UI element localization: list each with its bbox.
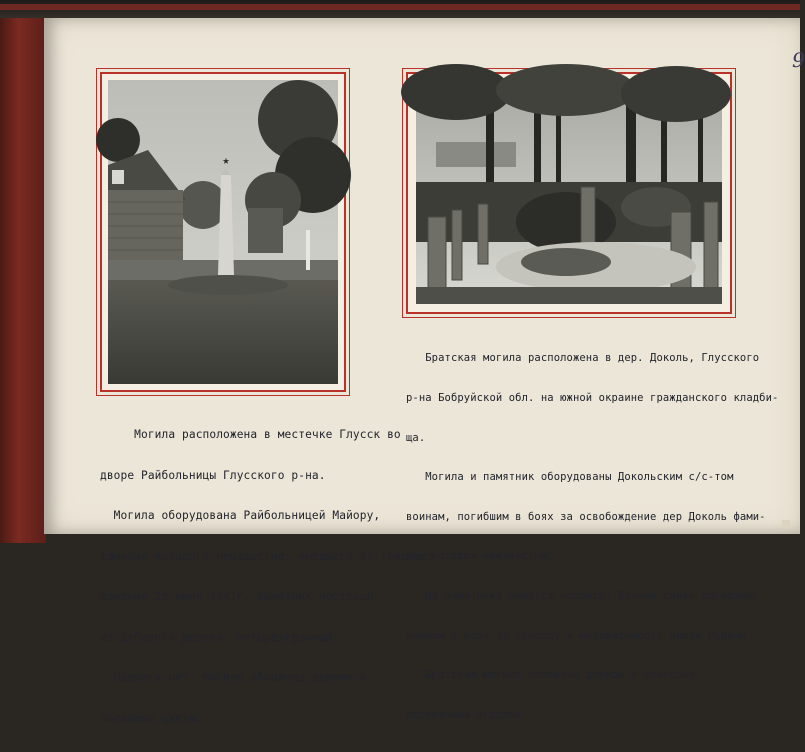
caption-line: ранения 25 июня 1941г. памятник построен [100,590,374,603]
caption-line: На памятнике имеется надпись:"Вечная слава погибшим [406,590,753,603]
left-caption [100,401,435,752]
caption-line: воинам в боях за свободу и независимость нашей Родины." [406,629,760,642]
right-caption [406,326,778,749]
caption-line: из дубового дерева, четырехгранный. [100,630,340,644]
caption-line: Надписи нет. Могила обложена дерном и [100,671,367,684]
caption-line: посажены цветы. [100,711,203,725]
left-photo-frame [100,72,346,392]
caption-line: деревянной оградой. [406,708,529,721]
page-number: 9 [792,48,805,72]
album-spine [0,18,46,543]
caption-line: ща. [406,431,426,444]
caption-line: Могила и памятник оборудованы Докольским с/с-том [406,471,734,484]
caption-line: фамилия которого неизвестна, умершего от тяжелого [100,549,435,563]
caption-line: Могила оборудована Райбольницей Майору, [100,509,381,522]
page-corner [782,520,790,528]
caption-line: Братская могила обложена дерном и обнесена [406,669,695,682]
album-page [44,18,805,725]
grave-monument-photo [108,80,338,384]
caption-line: воинам, погибшим в боях за освобождение дер Доколь фами- [406,510,766,523]
caption-line: лии которых неизвестны. [406,550,554,563]
right-photo [416,82,722,304]
caption-line: Братская могила расположена в дер. Доколь, Глусского [406,352,760,365]
left-photo [108,80,338,384]
caption-line: р-на Бобруйской обл. на южной окраине гражданского кладби- [406,392,779,405]
album-cover-edge [0,4,800,10]
mass-grave-photo [416,82,722,304]
caption-line: Могила расположена в местечке Глусск во [100,428,401,441]
right-photo-frame [406,72,732,314]
caption-line: дворе Райбольницы Глусского р-на. [100,468,326,482]
svg-text:★: ★ [222,153,230,167]
